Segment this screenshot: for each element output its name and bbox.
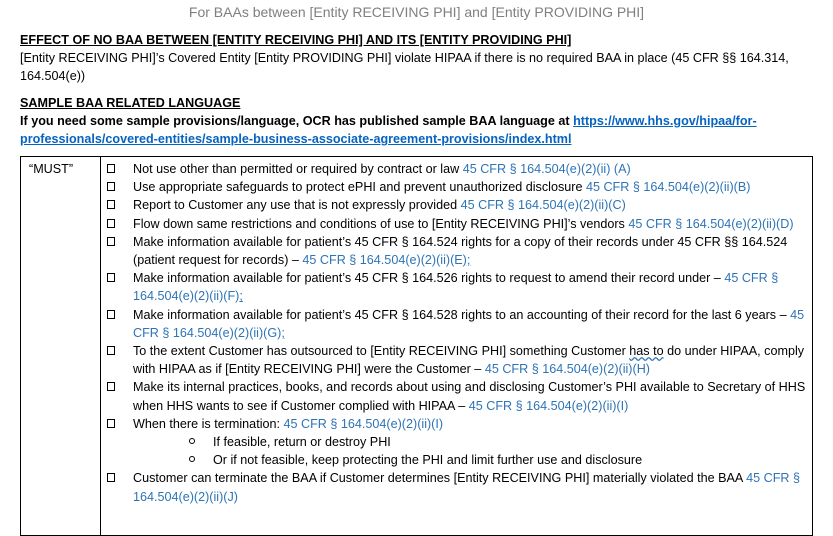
sub-item-text: Or if not feasible, keep protecting the PHI and limit further use and disclosure [213,453,643,468]
checkbox-icon [107,219,115,228]
sample-heading: SAMPLE BAA RELATED LANGUAGE [20,96,241,110]
must-list [107,160,806,506]
cfr-citation: 45 CFR § 164.504(e)(2)(ii)(J) [133,471,801,504]
list-item [107,233,806,269]
item-text: Make its internal practices, books, and records about using and disclosing Customer’s PHI available to Secretary of HHS when HHS wants to see if Customer complied with HIPAA – [133,380,806,413]
checkbox-icon [107,473,115,482]
item-text: Make information available for patient’s 45 CFR § 164.528 rights to an accounting of their record for the last 6 years – [133,307,791,322]
cfr-citation-main: 45 CFR § 164.504(e)(2)(ii)(E) [302,253,467,268]
cfr-citation: 45 CFR § 164.504(e)(2)(ii)(I) [283,416,444,431]
checkbox-icon [107,200,115,209]
cfr-citation: 45 CFR § 164.504(e)(2)(ii)(I) [468,398,629,413]
item-text: When there is termination: [133,416,284,431]
sub-list-item [107,433,806,451]
list-item [107,415,806,433]
list-item [107,215,806,233]
must-label: “MUST” [29,162,74,176]
document-header: For BAAs between [Entity RECEIVING PHI] and [Entity PROVIDING PHI] [188,4,645,20]
checkbox-icon [107,164,115,173]
checkbox-icon [107,382,115,391]
list-item [107,342,806,378]
checkbox-icon [107,273,115,282]
cfr-citation: 45 CFR § 164.504(e)(2)(ii) (A) [462,162,631,176]
checkbox-icon [107,310,115,319]
cfr-citation: 45 CFR § 164.504(e)(2)(ii)(H) [484,362,650,377]
item-text: Make information available for patient’s 45 CFR § 164.526 rights to request to amend their record under – [133,271,725,286]
item-text: Customer can terminate the BAA if Customer determines [Entity RECEIVING PHI] materially violated the BAA [133,471,747,486]
list-item [107,469,806,505]
effect-section [20,31,810,86]
item-text-continued: do under HIPAA, comply with HIPAA as if [Entity RECEIVING PHI] were the Customer – [133,344,805,377]
grammar-flag-text: has to [629,344,664,359]
checkbox-icon [107,346,115,355]
cfr-citation: 45 CFR § 164.504(e)(2)(ii)(B) [585,180,751,195]
list-item [107,269,806,305]
cfr-tail: ; [239,289,243,304]
cfr-tail: ; [281,325,285,340]
checkbox-icon [107,237,115,246]
checkbox-icon [107,419,115,428]
list-item [107,160,806,178]
checkbox-icon [107,182,115,191]
cfr-citation: 45 CFR § 164.504(e)(2)(ii)(C) [460,198,626,213]
item-text: Flow down same restrictions and conditions of use to [Entity RECEIVING PHI]’s vendors [133,216,629,231]
column-divider [100,157,101,535]
item-text: To the extent Customer has outsourced to [Entity RECEIVING PHI] something Customer [133,344,630,359]
cfr-citation-main: 45 CFR § 164.504(e)(2)(ii)(F) [133,271,779,304]
item-text: Make information available for patient’s 45 CFR § 164.524 rights for a copy of their records under 45 CFR §§ 164.524 (patient request for records) – [133,234,788,268]
item-text: Report to Customer any use that is not expressly provided [133,198,461,213]
sub-list-item [107,451,806,469]
sample-intro-text: If you need some sample provisions/language, OCR has published sample BAA language at [20,114,574,129]
cfr-tail: ; [466,253,471,268]
cfr-citation-main: 45 CFR § 164.504(e)(2)(ii)(G) [133,307,805,340]
sub-item-text: If feasible, return or destroy PHI [213,435,391,450]
ocr-sample-link[interactable]: https://www.hhs.gov/hipaa/for-professionals/covered-entities/sample-business-associate-agreement-provisions/index.html [20,114,757,147]
circle-bullet-icon [189,456,195,462]
item-text: Use appropriate safeguards to protect ePHI and prevent unauthorized disclosure [133,180,586,195]
item-text: Not use other than permitted or required by contract or law [133,162,463,176]
list-item [107,306,806,342]
list-item [107,196,806,214]
cfr-citation [302,253,470,267]
effect-body: [Entity RECEIVING PHI]’s Covered Entity [Entity PROVIDING PHI] violate HIPAA if there is no required BAA in place (45 CFR §§ 164.314, 164.504(e)) [20,51,789,84]
sample-intro [20,112,810,148]
list-item [107,178,806,196]
effect-heading: EFFECT OF NO BAA BETWEEN [ENTITY RECEIVING PHI] AND ITS [ENTITY PROVIDING PHI] [20,33,572,47]
cfr-citation: 45 CFR § 164.504(e)(2)(ii)(D) [628,216,794,231]
circle-bullet-icon [189,438,195,444]
list-item [107,378,806,414]
must-table [20,156,813,536]
sample-section [20,94,810,149]
